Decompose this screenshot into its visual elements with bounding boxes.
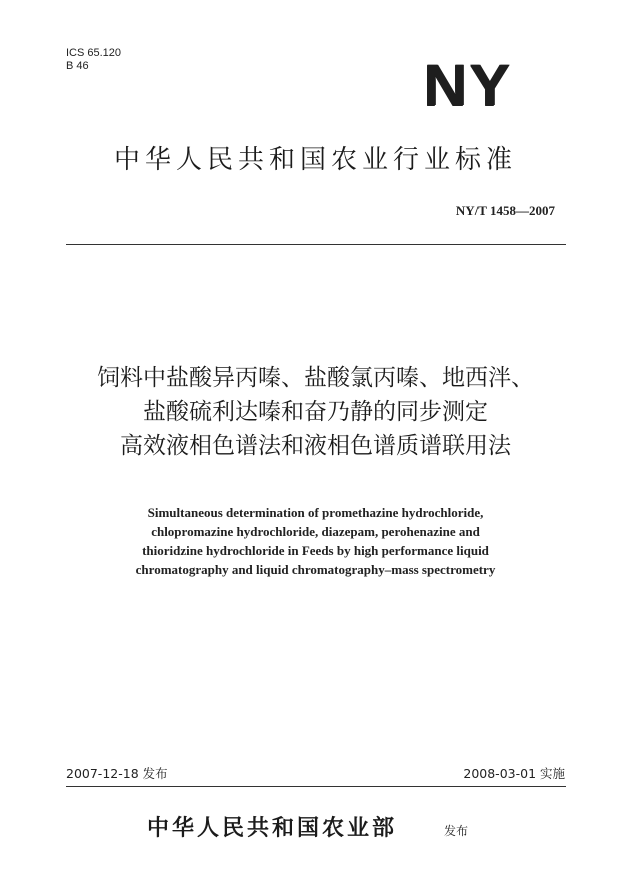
chinese-title-line-3: 高效液相色谱法和液相色谱质谱联用法 — [120, 433, 511, 459]
implementation-date: 2008-03-01 实施 — [463, 766, 565, 781]
ny-logo: NY — [423, 53, 512, 118]
chinese-title-line-2: 盐酸硫利达嗪和奋乃静的同步测定 — [143, 399, 488, 425]
chinese-title-line-1: 饲料中盐酸异丙嗪、盐酸氯丙嗪、地西泮、 — [97, 365, 534, 391]
chinese-title — [0, 361, 631, 463]
standard-number: NY/T 1458—2007 — [455, 203, 555, 218]
publisher-suffix: 发布 — [444, 824, 469, 838]
ics-code: ICS 65.120 — [66, 47, 122, 59]
english-title-line-1: Simultaneous determination of promethazine hydrochloride, — [147, 505, 484, 520]
english-title-line-2: chlopromazine hydrochloride, diazepam, perohenazine and — [151, 524, 480, 539]
ccs-code: B 46 — [66, 60, 89, 72]
publisher-name: 中华人民共和国农业部 — [147, 815, 398, 841]
classification-codes — [66, 47, 121, 73]
issue-date: 2007-12-18 发布 — [66, 766, 168, 781]
english-title-line-4: chromatography and liquid chromatography–mass spectrometry — [135, 562, 496, 577]
standard-category-title: 中华人民共和国农业行业标准 — [113, 145, 517, 175]
footer-divider — [66, 786, 566, 787]
header-divider — [66, 244, 566, 245]
english-title — [0, 503, 631, 579]
english-title-line-3: thioridzine hydrochloride in Feeds by high performance liquid — [142, 543, 489, 558]
